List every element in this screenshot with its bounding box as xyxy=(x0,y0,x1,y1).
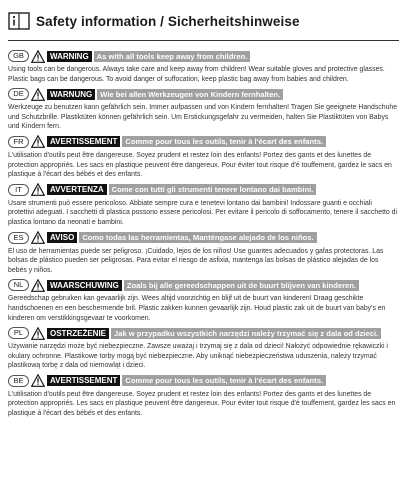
section-body: Werkzeuge zu benutzen kann gefährlich sein. Immer aufpassen und von Kindern fernhalten! Tragen Sie geeignete Handschuhe und Schutzbrille. Plastiktüten können gefährlich sein. Um Erstickungsgefahr zu vermeiden, halten Sie Plastiktüten von Babys und Kindern fern. xyxy=(8,104,398,131)
warning-triangle-icon xyxy=(31,374,45,387)
language-badge: NL xyxy=(8,279,29,291)
title-divider xyxy=(8,40,399,41)
warning-triangle-icon xyxy=(31,327,45,340)
book-info-icon xyxy=(8,12,30,30)
warning-triangle-icon xyxy=(31,135,45,148)
section-nl xyxy=(8,278,399,323)
section-es xyxy=(8,231,399,276)
warning-triangle-icon xyxy=(31,183,45,196)
section-it xyxy=(8,183,399,228)
sections xyxy=(8,46,399,419)
warning-headline: Zoals bij alle gereedschappen uit de buurt blijven van kinderen. xyxy=(124,280,359,291)
warning-headline: As with all tools keep away from children. xyxy=(94,51,251,62)
warning-headline: Comme pour tous les outils, tenir à l'écart des enfants. xyxy=(122,136,326,147)
language-badge: ES xyxy=(8,232,29,244)
warning-label: WAARSCHUWING xyxy=(47,280,122,291)
section-body: Używanie narzędzi może być niebezpieczne. Zawsze uważaj i trzymaj się z dala od dzieci! Nałożyć odpowiednie rękawiczki i okulary ochronne. Plastikowe torby mogą być niebezpieczne. Aby uniknąć niebezpieczeństwa uduszenia, należy trzymać plastikową torbę z dala od niemowląt i dzieci. xyxy=(8,343,388,370)
warning-label: WARNING xyxy=(47,51,92,62)
warning-headline: Come con tutti gli strumenti tenere lontano dai bambini. xyxy=(109,184,317,195)
section-body: L'utilisation d'outils peut être dangereuse. Soyez prudent et restez loin des enfants! Portez des gants et des lunettes de protection appropriés. Les sacs en plastique peuvent être dangereux. Pour éviter tout risque d'é touffement, gardez les sacs en plastique à l'écart des bébés et des enfants. xyxy=(8,390,396,418)
warning-label: WARNUNG xyxy=(47,89,95,100)
section-body: L'utilisation d'outils peut être dangereuse. Soyez prudent et restez loin des enfants! Portez des gants et des lunettes de protection appropriés. Les sacs en plastique peuvent être dangereux. Pour éviter tout risque d'é touffement, gardez le sacs en plastique à l'écart des bébés et des enfants. xyxy=(8,151,392,179)
warning-label: AVERTISSEMENT xyxy=(47,375,120,386)
warning-headline: Wie bei allen Werkzeugen von Kindern fernhalten. xyxy=(97,89,283,100)
warning-headline: Comme pour tous les outils, tenir à l'écart des enfants. xyxy=(122,375,326,386)
section-body: Usare strumenti può essere pericoloso. Abbiate sempre cura e tenetevi lontano dai bambini! Indossare guanti e occhiali protettivi adeguati. I sacchetti di plastica possono essere pericolosi. Per evitare il pericolo di soffocamento, tenere il sacchetto di plastica lontano da neonati e bambini. xyxy=(8,199,398,226)
warning-headline: Jak w przypadku wszystkich narzędzi należy trzymać się z dala od dzieci. xyxy=(111,328,381,339)
warning-headline: Como todas las herramientas, Manténgase alejado de los niños. xyxy=(79,232,316,243)
language-badge: BE xyxy=(8,375,29,387)
warning-triangle-icon xyxy=(31,231,45,244)
section-gb xyxy=(8,49,399,84)
language-badge: PL xyxy=(8,327,29,339)
warning-triangle-icon xyxy=(31,50,45,63)
warning-label: AVVERTENZA xyxy=(47,184,107,195)
warning-triangle-icon xyxy=(31,279,45,292)
section-body: El uso de herramientas puede ser peligroso. ¡Cuidado, lejos de los niños! Use guantes adecuados y gafas protectoras. Las bolsas de plástico pueden ser peligrosas. Para evitar el riesgo de asfixia, mantenga las bolsas de plástico alejadas de los bebés y niños. xyxy=(8,247,384,274)
section-body: Gereedschap gebruiken kan gevaarlijk zijn. Wees altijd voorzichtig en blijf uit de buurt van kinderen! Draag geschikte handschoenen en een beschermende bril. Plastic zakken kunnen gevaarlijk zijn. Houd plastic zak uit de buurt van baby's en kinderen om verstikkingsgevaar te voorkomen. xyxy=(8,295,386,322)
warning-triangle-icon xyxy=(31,88,45,101)
section-de xyxy=(8,87,399,132)
section-be xyxy=(8,374,399,419)
language-badge: GB xyxy=(8,50,29,62)
warning-label: AVERTISSEMENT xyxy=(47,136,120,147)
header xyxy=(8,3,399,39)
section-fr xyxy=(8,135,399,180)
warning-label: OSTRZEŻENIE xyxy=(47,328,109,339)
section-pl xyxy=(8,326,399,371)
language-badge: IT xyxy=(8,184,29,196)
page-title: Safety information / Sicherheitshinweise xyxy=(36,13,300,29)
warning-label: AVISO xyxy=(47,232,77,243)
section-body: Using tools can be dangerous. Always take care and keep away from children! Wear suitable gloves and protective glasses. Plastic bags can be dangerous. To avoid danger of suffocation, keep plastic bag away from babies and children. xyxy=(8,66,385,83)
language-badge: FR xyxy=(8,136,29,148)
language-badge: DE xyxy=(8,88,29,100)
